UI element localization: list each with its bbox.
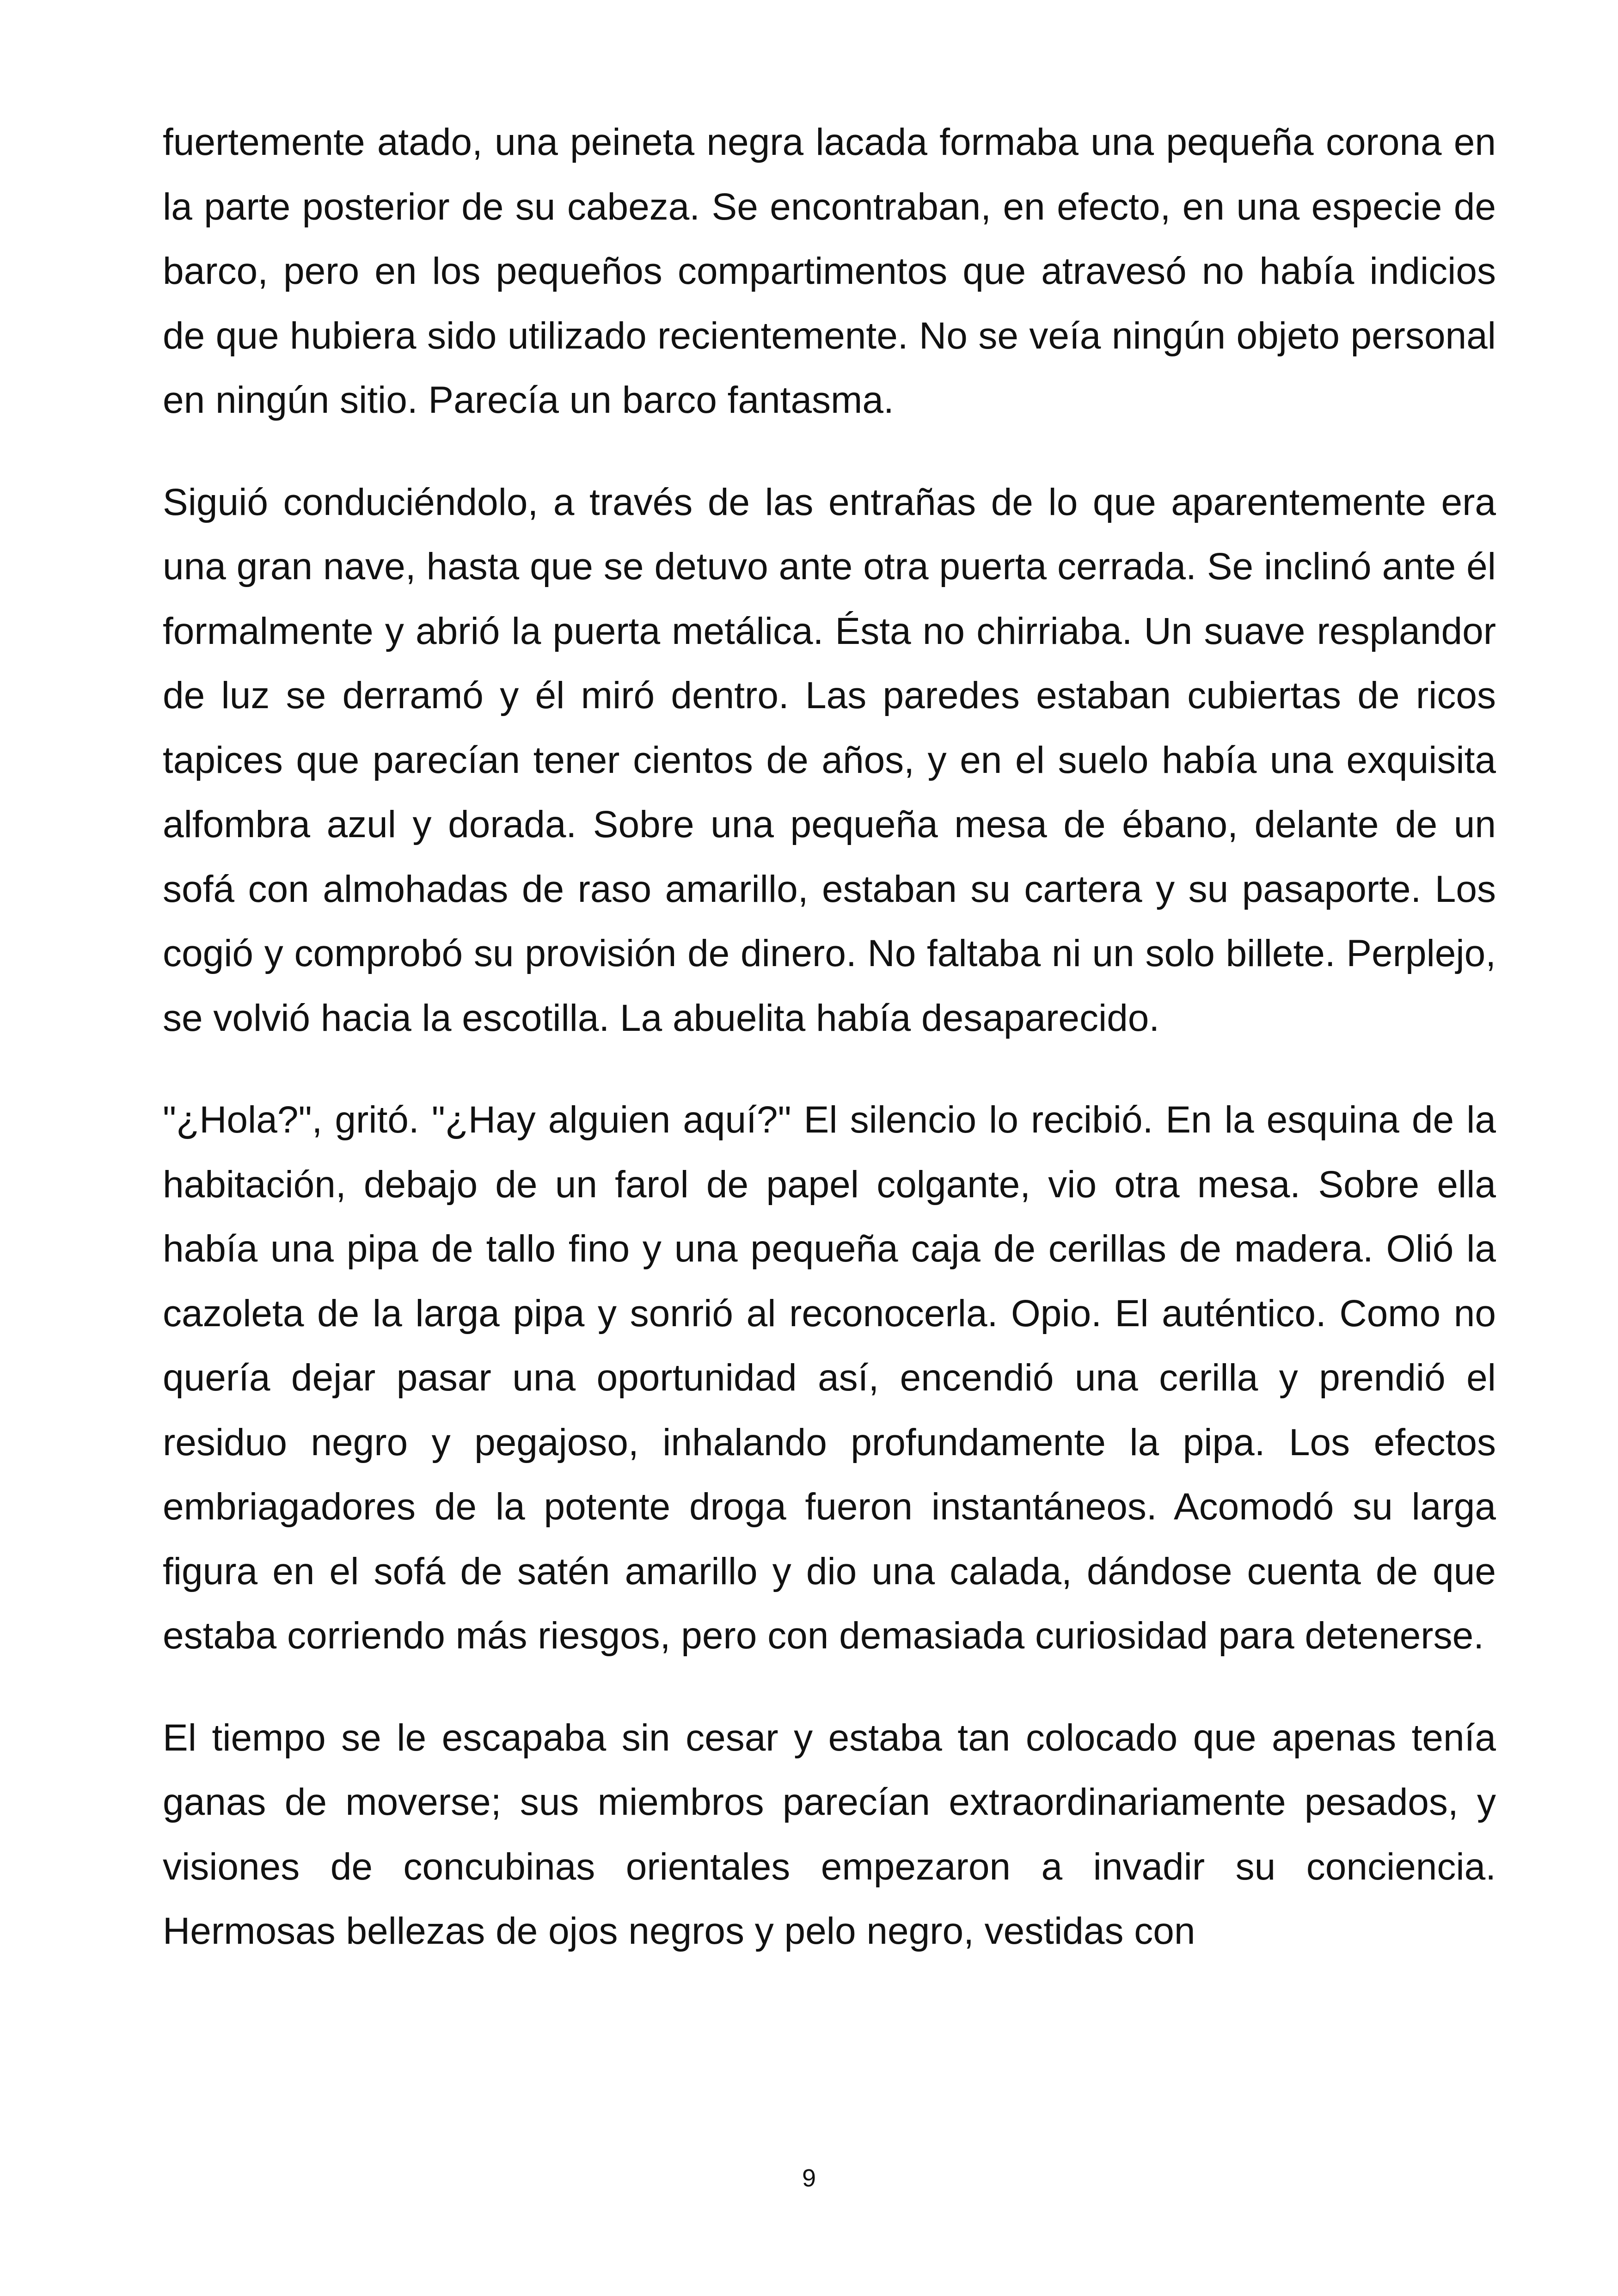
paragraph-1: fuertemente atado, una peineta negra lacada formaba una pequeña corona en la parte posterior de su cabeza. Se encontraban, en efecto, en una especie de barco, pero en los pequeños compartimentos que atravesó no había indicios de que hubiera sido utilizado recientemente. No se veía ningún objeto personal en ningún sitio. Parecía un barco fantasma. bbox=[163, 121, 1496, 421]
paragraph-3: "¿Hola?", gritó. "¿Hay alguien aquí?" El silencio lo recibió. En la esquina de la habitación, debajo de un farol de papel colgante, vio otra mesa. Sobre ella había una pipa de tallo fino y una pequeña caja de cerillas de madera. Olió la cazoleta de la larga pipa y sonrió al reconocerla. Opio. El auténtico. Como no quería dejar pasar una oportunidad así, encendió una cerilla y prendió el residuo negro y pegajoso, inhalando profundamente la pipa. Los efectos embriagadores de la potente droga fueron instantáneos. Acomodó su larga figura en el sofá de satén amarillo y dio una calada, dándose cuenta de que estaba corriendo más riesgos, pero con demasiada curiosidad para detenerse. bbox=[163, 1099, 1496, 1657]
paragraph-2: Siguió conduciéndolo, a través de las entrañas de lo que aparentemente era una gran nave, hasta que se detuvo ante otra puerta cerrada. Se inclinó ante él formalmente y abrió la puerta metálica. Ésta no chirriaba. Un suave resplandor de luz se derramó y él miró dentro. Las paredes estaban cubiertas de ricos tapices que parecían tener cientos de años, y en el suelo había una exquisita alfombra azul y dorada. Sobre una pequeña mesa de ébano, delante de un sofá con almohadas de raso amarillo, estaban su cartera y su pasaporte. Los cogió y comprobó su provisión de dinero. No faltaba ni un solo billete. Perplejo, se volvió hacia la escotilla. La abuelita había desaparecido. bbox=[163, 481, 1496, 1039]
page-number: 9 bbox=[802, 2164, 816, 2192]
paragraph-4: El tiempo se le escapaba sin cesar y estaba tan colocado que apenas tenía ganas de moverse; sus miembros parecían extraordinariamente pesados, y visiones de concubinas orientales empezaron a invadir su conciencia. Hermosas bellezas de ojos negros y pelo negro, vestidas con bbox=[163, 1716, 1496, 1952]
body-text bbox=[163, 110, 1496, 1964]
